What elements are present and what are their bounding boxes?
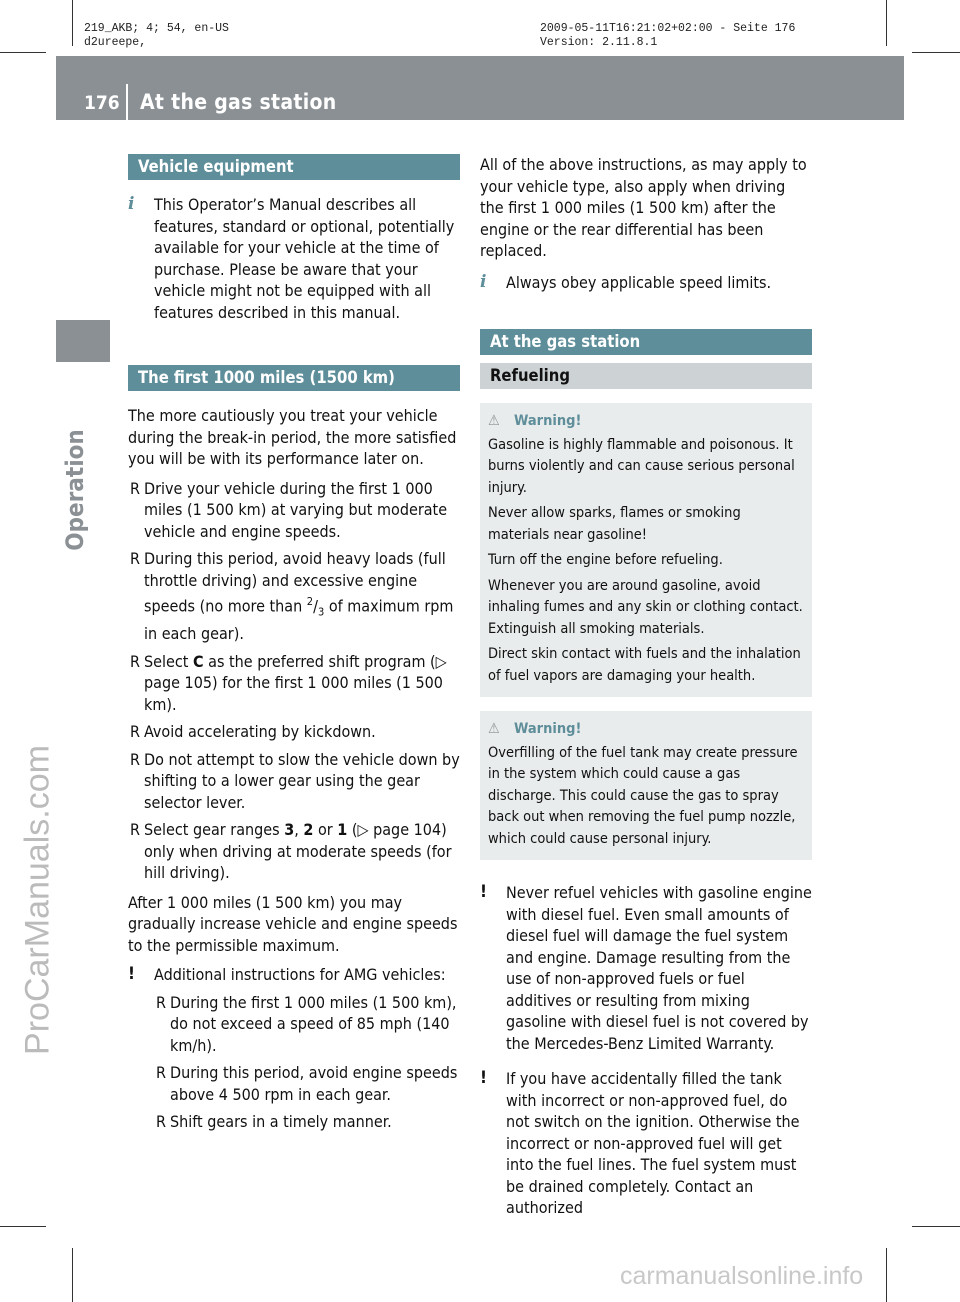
watermark-bottom: carmanualsonline.info xyxy=(620,1262,864,1290)
info-icon: i xyxy=(128,194,135,214)
crop-mark xyxy=(912,52,960,53)
separator: or xyxy=(313,820,338,840)
warning-triangle-icon: ⚠ xyxy=(488,413,500,429)
heading-first-miles: The first 1000 miles (1500 km) xyxy=(128,365,460,391)
print-meta-line: Version: 2.11.8.1 xyxy=(540,36,658,49)
warning-paragraph: Never allow sparks, flames or smoking materials near gasoline! xyxy=(488,505,741,543)
list-item-text: Select xyxy=(144,651,193,671)
warning-paragraph: Whenever you are around gasoline, avoid inhaling fumes and any skin or clothing contact. Extinguish all smoking materials. xyxy=(488,577,803,637)
info-text: This Operator’s Manual describes all features, standard or optional, potentially available for your vehicle at the time of purchase. Please be aware that your vehicle might not be equipped with all features described in this manual. xyxy=(154,195,455,322)
heading-vehicle-equipment: Vehicle equipment xyxy=(128,154,460,180)
list-item: R Do not attempt to slow the vehicle down by shifting to a lower gear using the gear selector lever. xyxy=(128,749,460,814)
spacer xyxy=(128,331,460,365)
list-item xyxy=(128,651,460,716)
watermark-vertical: ProCarManuals.com xyxy=(18,745,57,1055)
after-paragraph: After 1 000 miles (1 500 km) you may gradually increase vehicle and engine speeds to the permissible maximum. xyxy=(128,892,458,955)
crop-mark xyxy=(72,0,73,46)
side-tab-marker xyxy=(56,320,110,362)
gear-code: 2 xyxy=(303,820,314,840)
heading-gas-station: At the gas station xyxy=(480,329,812,355)
warning-title-text: Warning! xyxy=(514,721,582,737)
info-icon: i xyxy=(480,271,487,292)
gear-code: 1 xyxy=(337,820,348,840)
intro-paragraph: The more cautiously you treat your vehicle during the break-in period, the more satisfied you will be with its performance later on. xyxy=(128,406,457,468)
crop-mark xyxy=(912,1226,960,1227)
crop-mark xyxy=(72,1248,73,1302)
list-item: R During this period, avoid heavy loads (full throttle driving) and excessive engine speeds (no more than $^2/_3$ of maximum rpm in each gear). xyxy=(128,548,460,645)
left-column xyxy=(128,154,460,1141)
list-item: R During the first 1 000 miles (1 500 km), do not exceed a speed of 85 mph (140 km/h). xyxy=(154,992,460,1057)
list-item-text: Select gear ranges xyxy=(144,820,285,840)
warning-paragraph: Overfilling of the fuel tank may create pressure in the system which could cause a gas discharge. This could cause the gas to spray back out when removing the fuel pump nozzle, which could cause personal injury. xyxy=(488,744,798,847)
fraction-numerator: 2 xyxy=(306,595,314,608)
warning-paragraph: Direct skin contact with fuels and the inhalation of fuel vapors are damaging your health. xyxy=(488,646,801,684)
print-meta-line: 219_AKB; 4; 54, en-US xyxy=(84,22,229,35)
list-item: R Shift gears in a timely manner. xyxy=(154,1111,460,1133)
list-item-text: of maximum rpm in each gear). xyxy=(144,596,454,644)
heading-refueling: Refueling xyxy=(480,363,812,389)
exclamation-icon: ! xyxy=(128,964,135,985)
warning-title xyxy=(488,719,804,741)
list-item: R Avoid accelerating by kickdown. xyxy=(128,721,460,743)
list-item-text: (▷ page 104) only when driving at moderate speeds (for hill driving). xyxy=(144,820,452,883)
spacer xyxy=(480,301,812,329)
caution-note xyxy=(480,882,812,1054)
break-in-list xyxy=(128,478,460,884)
exclamation-icon: ! xyxy=(480,1068,487,1088)
warning-triangle-icon: ⚠ xyxy=(488,721,500,737)
crop-mark xyxy=(0,1226,46,1227)
warning-paragraph: Turn off the engine before refueling. xyxy=(488,552,723,568)
print-meta-line: d2ureepe, xyxy=(84,36,147,49)
gear-code: 3 xyxy=(284,820,295,840)
amg-note xyxy=(128,964,460,1133)
warning-box xyxy=(480,403,812,697)
fraction-denominator: 3 xyxy=(317,605,325,619)
warning-title xyxy=(488,411,804,433)
caution-text: If you have accidentally filled the tank with incorrect or non-approved fuel, do not switch on the ignition. Otherwise the incorrect or non-approved fuel will get into the fuel lines. The fuel system must be drained completely. Contact an authorized xyxy=(506,1069,800,1217)
shift-program-code: C xyxy=(192,651,204,671)
list-item: R Drive your vehicle during the first 1 000 miles (1 500 km) at varying but moderate vehicle and engine speeds. xyxy=(128,478,460,543)
amg-list xyxy=(154,992,460,1133)
separator: , xyxy=(294,820,304,840)
continuation-paragraph: All of the above instructions, as may apply to your vehicle type, also apply when driving the first 1 000 miles (1 500 km) after the engine or the rear differential has been replaced. xyxy=(480,155,807,260)
caution-note xyxy=(480,1068,812,1219)
warning-box xyxy=(480,711,812,860)
right-column xyxy=(480,154,812,1227)
list-item-text: During this period, avoid heavy loads (full throttle driving) and excessive engine speeds (no more than xyxy=(144,549,446,616)
warning-title-text: Warning! xyxy=(514,413,582,429)
page-section-title: At the gas station xyxy=(140,90,337,114)
crop-mark xyxy=(886,1248,887,1302)
print-meta-right xyxy=(540,22,795,50)
header-divider xyxy=(126,84,128,120)
caution-text: Never refuel vehicles with gasoline engine with diesel fuel. Even small amounts of diesel fuel will damage the fuel system and engine. Damage resulting from the use of non-approved fuels or fuel additives or resulting from mixing gasoline with diesel fuel is not covered by the Mercedes-Benz Limited Warranty. xyxy=(506,883,812,1053)
crop-mark xyxy=(0,52,46,53)
list-item: R During this period, avoid engine speeds above 4 500 rpm in each gear. xyxy=(154,1062,460,1105)
exclamation-icon: ! xyxy=(480,882,487,902)
info-text: Always obey applicable speed limits. xyxy=(506,272,772,292)
info-note xyxy=(128,194,460,323)
crop-mark xyxy=(886,0,887,46)
print-meta-left xyxy=(84,22,229,50)
list-item xyxy=(128,819,460,884)
print-meta-line: 2009-05-11T16:21:02+02:00 - Seite 176 xyxy=(540,22,796,35)
page-number: 176 xyxy=(84,92,120,114)
list-item-text: as the preferred shift program (▷ page 105) for the first 1 000 miles (1 500 km). xyxy=(144,651,447,714)
warning-paragraph: Gasoline is highly flammable and poisonous. It burns violently and can cause serious personal injury. xyxy=(488,436,795,496)
info-note xyxy=(480,272,812,294)
amg-note-text: Additional instructions for AMG vehicles: xyxy=(154,965,446,985)
chapter-side-label: Operation xyxy=(61,429,89,551)
